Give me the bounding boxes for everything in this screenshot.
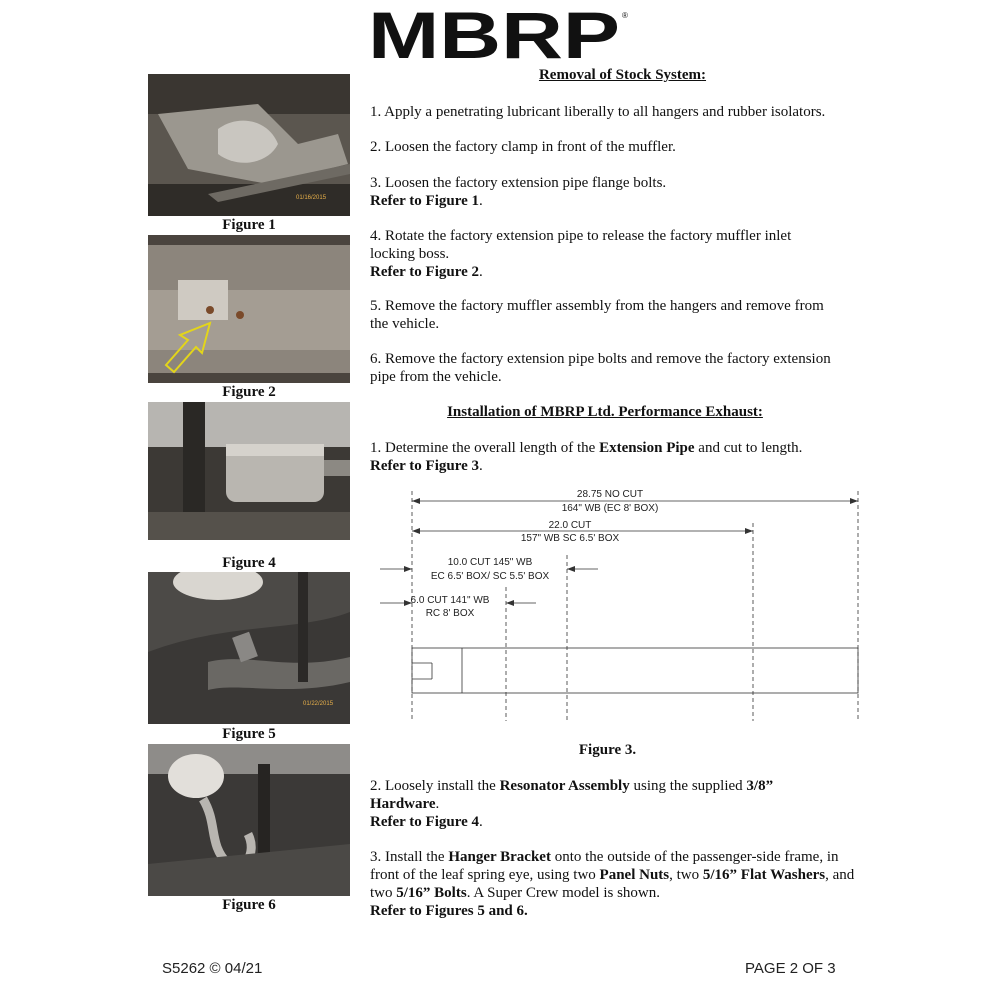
figure-6-photo xyxy=(148,744,350,896)
removal-step-6: 6. Remove the factory extension pipe bolts and remove the factory extension pipe from the vehicle. xyxy=(370,351,831,385)
install-step-3: 3. Install the Hanger Bracket onto the outside of the passenger-side frame, in front of the leaf spring eye, using two Panel Nuts, two 5/16” Flat Washers, and two 5/16” Bolts. A Super Crew model is shown. Refer to Figures 5 and 6. xyxy=(370,849,855,919)
removal-step-5: 5. Remove the factory muffler assembly from the hangers and remove from the vehicle. xyxy=(370,298,824,332)
figure-5-caption: Figure 5 xyxy=(222,726,276,742)
svg-text:01/22/2015: 01/22/2015 xyxy=(303,701,334,707)
dim-label-164wb: 164" WB (EC 8' BOX) xyxy=(561,503,659,514)
removal-step-4: 4. Rotate the factory extension pipe to release the factory muffler inlet locking boss. Refer to Figure 2. xyxy=(370,228,792,280)
dim-label-10-cut: 10.0 CUT 145" WB xyxy=(447,557,533,568)
figure-6-caption: Figure 6 xyxy=(222,897,276,913)
install-heading: Installation of MBRP Ltd. Performance Exhaust: xyxy=(447,404,763,420)
logo-text: MBRP xyxy=(368,8,620,62)
dim-label-6-cut: 6.0 CUT 141" WB xyxy=(410,595,490,606)
dim-label-141wb: RC 8' BOX xyxy=(425,608,475,619)
removal-step-2: 2. Loosen the factory clamp in front of the muffler. xyxy=(370,139,676,155)
mbrp-logo xyxy=(368,8,632,62)
document-code: S5262 © 04/21 xyxy=(162,960,263,977)
figure-4-caption: Figure 4 xyxy=(222,555,276,571)
figure-2-photo xyxy=(148,235,350,383)
removal-heading: Removal of Stock System: xyxy=(538,67,707,83)
figure-5-photo xyxy=(148,572,350,724)
figure-4-photo xyxy=(148,402,350,540)
install-step-1: 1. Determine the overall length of the Extension Pipe and cut to length. Refer to Figure 3. xyxy=(370,440,803,474)
install-step-2: 2. Loosely install the Resonator Assembly using the supplied 3/8” Hardware. Refer to Figure 4. xyxy=(370,778,774,830)
svg-text:®: ® xyxy=(622,11,628,20)
dim-label-157wb: 157" WB SC 6.5' BOX xyxy=(520,533,620,544)
removal-step-3: 3. Loosen the factory extension pipe flange bolts. Refer to Figure 1. xyxy=(370,175,667,209)
figure-3-caption: Figure 3. xyxy=(578,742,637,758)
dim-label-145wb: EC 6.5' BOX/ SC 5.5' BOX xyxy=(430,571,550,582)
figure-1-caption: Figure 1 xyxy=(222,217,276,233)
svg-text:01/16/2015: 01/16/2015 xyxy=(296,195,327,201)
removal-step-1: 1. Apply a penetrating lubricant liberally to all hangers and rubber isolators. xyxy=(370,104,826,120)
dim-label-22-cut: 22.0 CUT xyxy=(548,520,592,531)
figure-2-caption: Figure 2 xyxy=(222,384,276,400)
page-number: PAGE 2 OF 3 xyxy=(745,960,836,977)
dim-label-no-cut: 28.75 NO CUT xyxy=(576,489,644,500)
extension-pipe-diagram xyxy=(370,485,870,725)
figure-1-photo xyxy=(148,74,350,216)
